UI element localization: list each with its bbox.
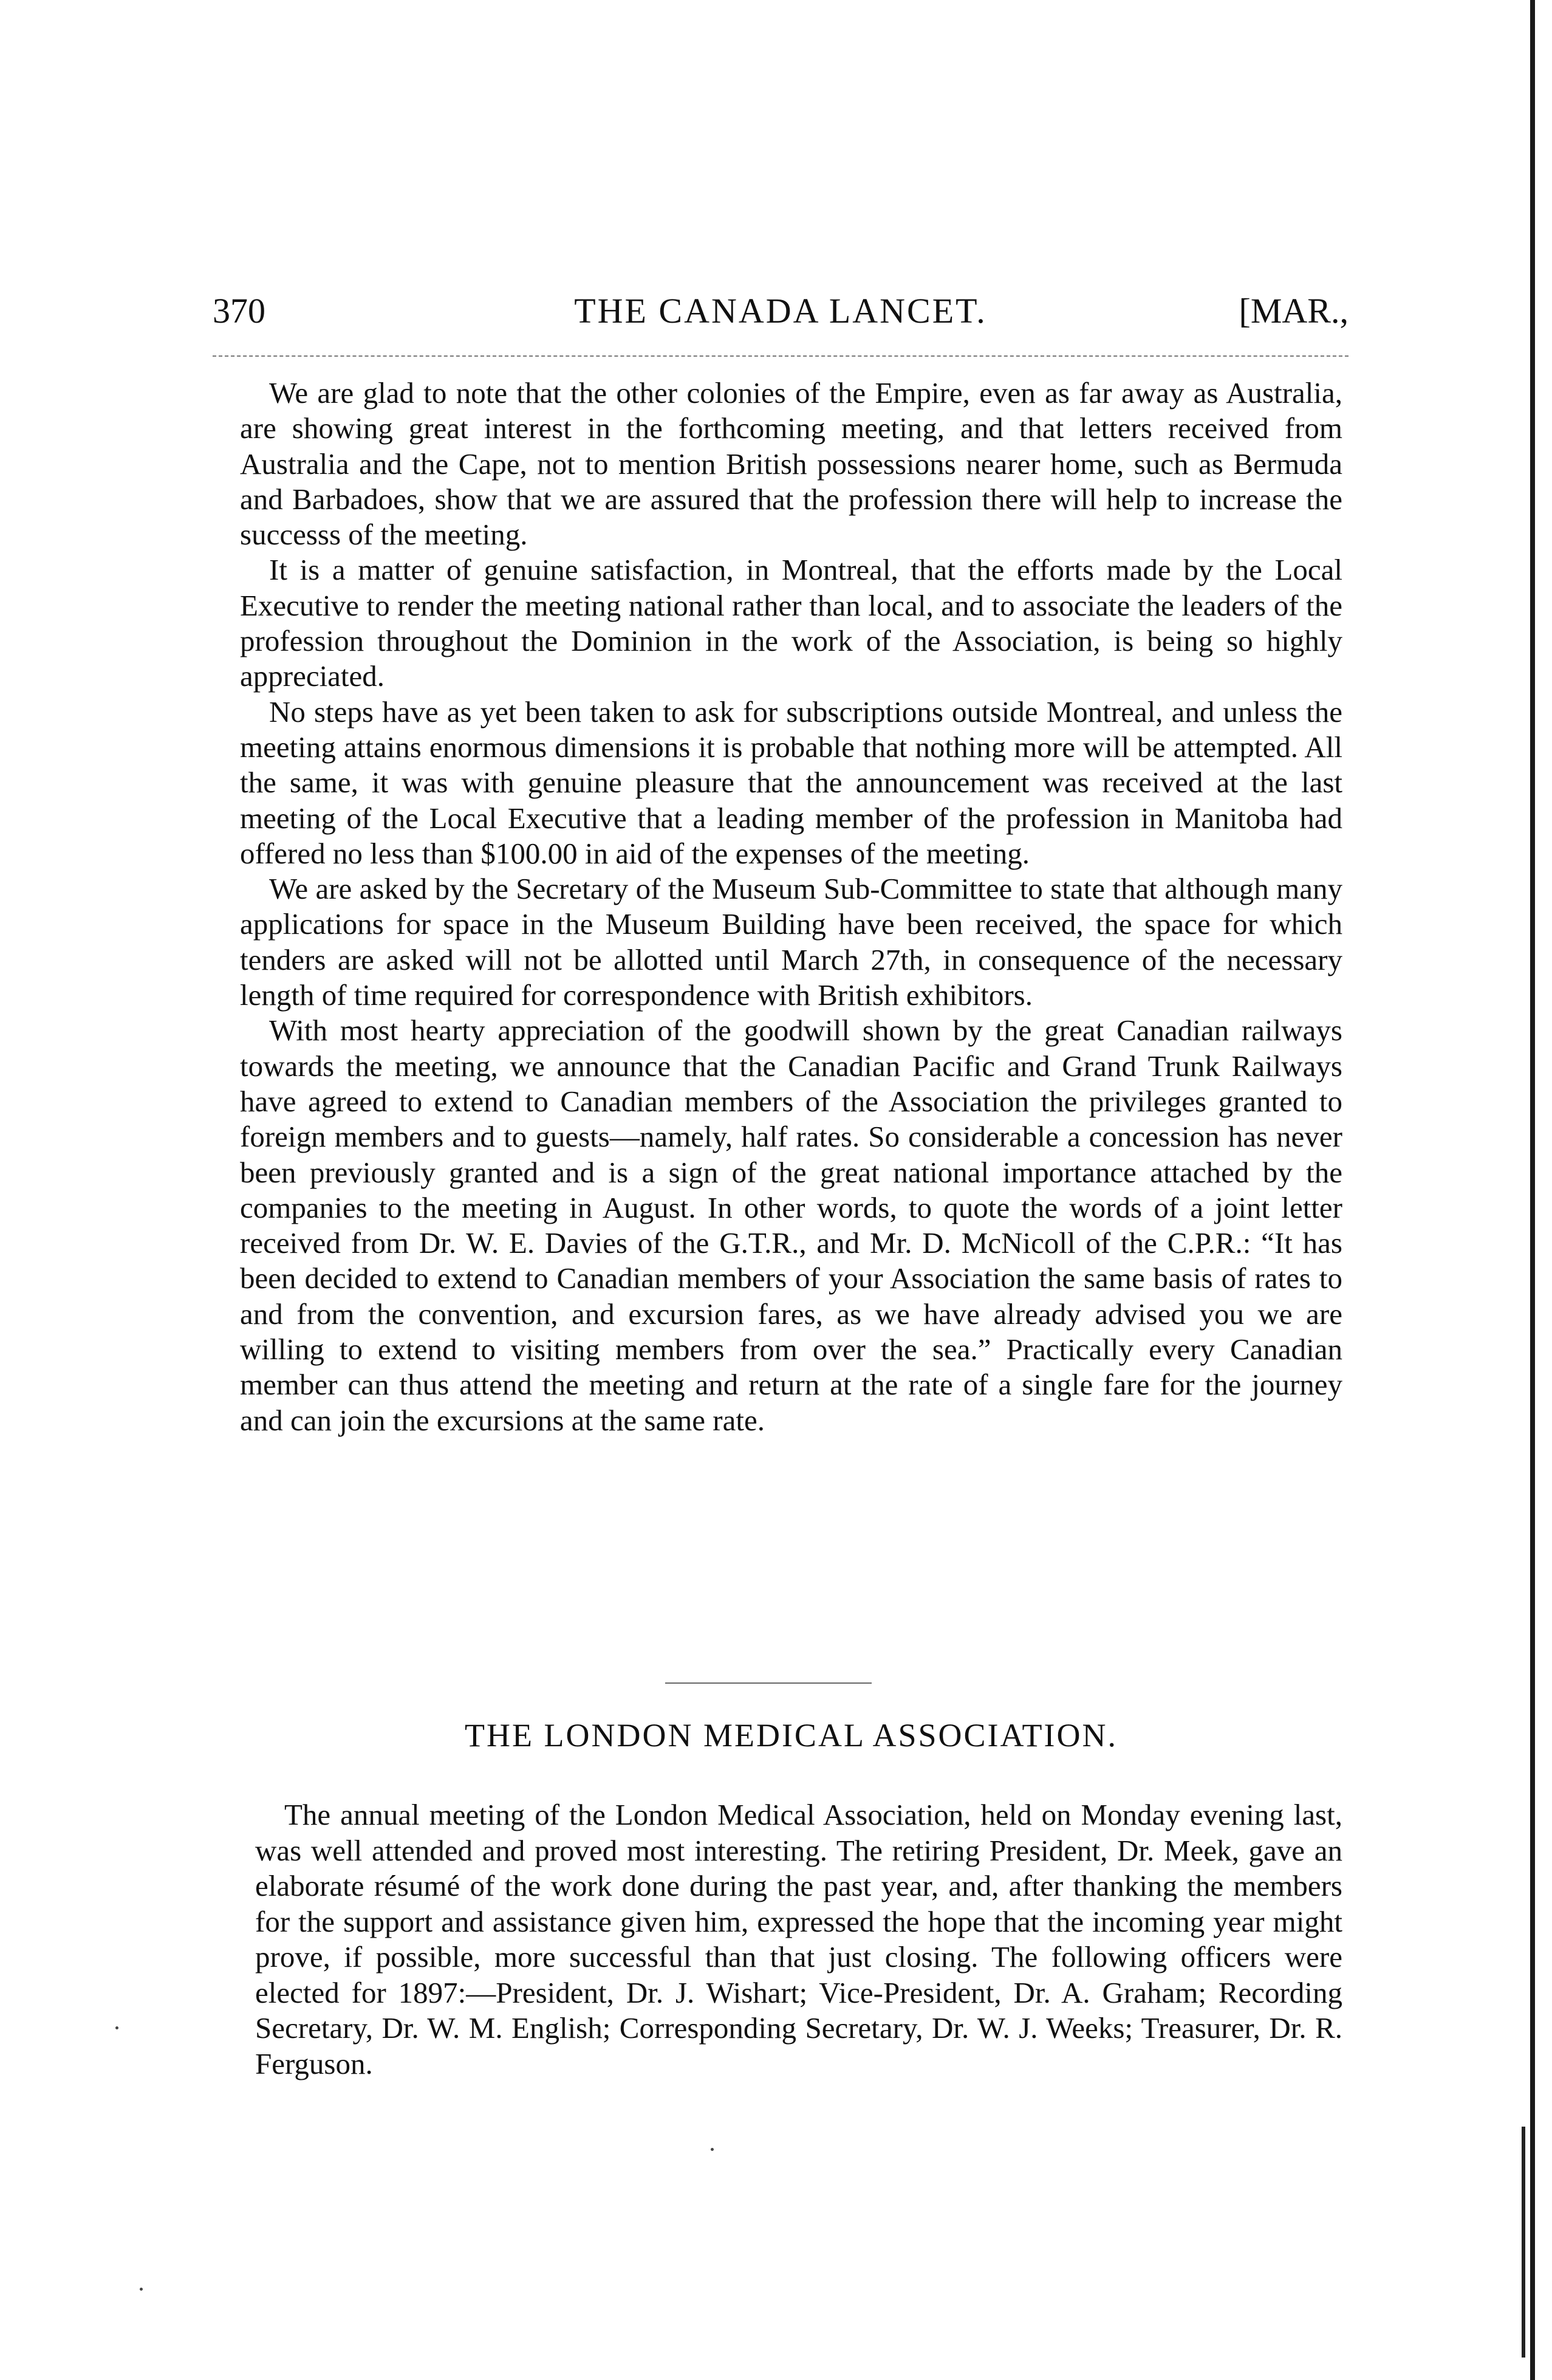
paragraph: We are glad to note that the other colonies of the Empire, even as far away as Australia, are showing great interest in the forthcoming meeting, and that letters received from Australia and the Cape, not to mention British possessions nearer home, such as Bermuda and Barbadoes, show that we are assured that the profession there will help to increase the successs of the meeting.	[240, 376, 1342, 552]
section-divider	[665, 1682, 872, 1684]
header-rule	[213, 355, 1349, 357]
paragraph: It is a matter of genuine satisfaction, in Montreal, that the efforts made by the Local Executive to render the meeting national rather than local, and to associate the leaders of the profession throughout the Dominion in the work of the Association, is being so highly appreciated.	[240, 553, 1342, 693]
paragraph: The annual meeting of the London Medical Association, held on Monday evening last, was well attended and proved most interesting. The retiring President, Dr. Meek, gave an elaborate résumé of the work done during the past year, and, after thanking the members for the support and assistance given him, expressed the hope that the incoming year might prove, if possible, more successful than that just closing. The following officers were elected for 1897:—President, Dr. J. Wishart; Vice-President, Dr. A. Graham; Recording Secretary, Dr. W. M. English; Corresponding Secretary, Dr. W. J. Weeks; Treasurer, Dr. R. Ferguson.	[255, 1798, 1342, 2080]
paragraph: With most hearty appreciation of the goodwill shown by the great Canadian railways towards the meeting, we announce that the Canadian Pacific and Grand Trunk Railways have agreed to extend to Canadian members of the Association the privileges granted to foreign members and to guests—namely, half rates. So considerable a concession has never been previously granted and is a sign of the great national importance attached by the companies to the meeting in August. In other words, to quote the words of a joint letter received from Dr. W. E. Davies of the G.T.R., and Mr. D. McNicoll of the C.P.R.: “It has been decided to extend to Canadian members of your Association the same basis of rates to and from the convention, and excursion fares, as we have already advised you we are willing to extend to visiting members from over the sea.” Practically every Canadian member can thus attend the meeting and return at the rate of a single fare for the journey and can join the excursions at the same rate.	[240, 1013, 1342, 1437]
running-header	[213, 290, 1349, 345]
scan-speck	[115, 2026, 118, 2029]
journal-title: THE CANADA LANCET.	[574, 291, 987, 331]
section-body	[255, 1797, 1342, 2082]
paragraph: No steps have as yet been taken to ask for subscriptions outside Montreal, and unless the meeting attains enormous dimensions it is probable that nothing more will be attempted. All the same, it was with genuine pleasure that the announcement was received at the last meeting of the Local Executive that a leading member of the profession in Manitoba had offered no less than $100.00 in aid of the expenses of the meeting.	[240, 694, 1342, 870]
section-heading: THE LONDON MEDICAL ASSOCIATION.	[465, 1717, 1118, 1754]
page-binding-shadow	[1522, 2127, 1525, 2358]
article-body	[240, 376, 1342, 1438]
scan-speck	[711, 2148, 714, 2151]
page-binding-edge	[1530, 0, 1535, 2380]
paragraph: We are asked by the Secretary of the Museum Sub-Committee to state that although many applications for space in the Museum Building have been received, the space for which tenders are asked will not be allotted until March 27th, in consequence of the necessary length of time required for correspondence with British exhibitors.	[240, 872, 1342, 1012]
page-number: 370	[213, 291, 265, 331]
issue-label: [MAR.,	[1239, 291, 1349, 331]
scan-speck	[140, 2288, 143, 2291]
